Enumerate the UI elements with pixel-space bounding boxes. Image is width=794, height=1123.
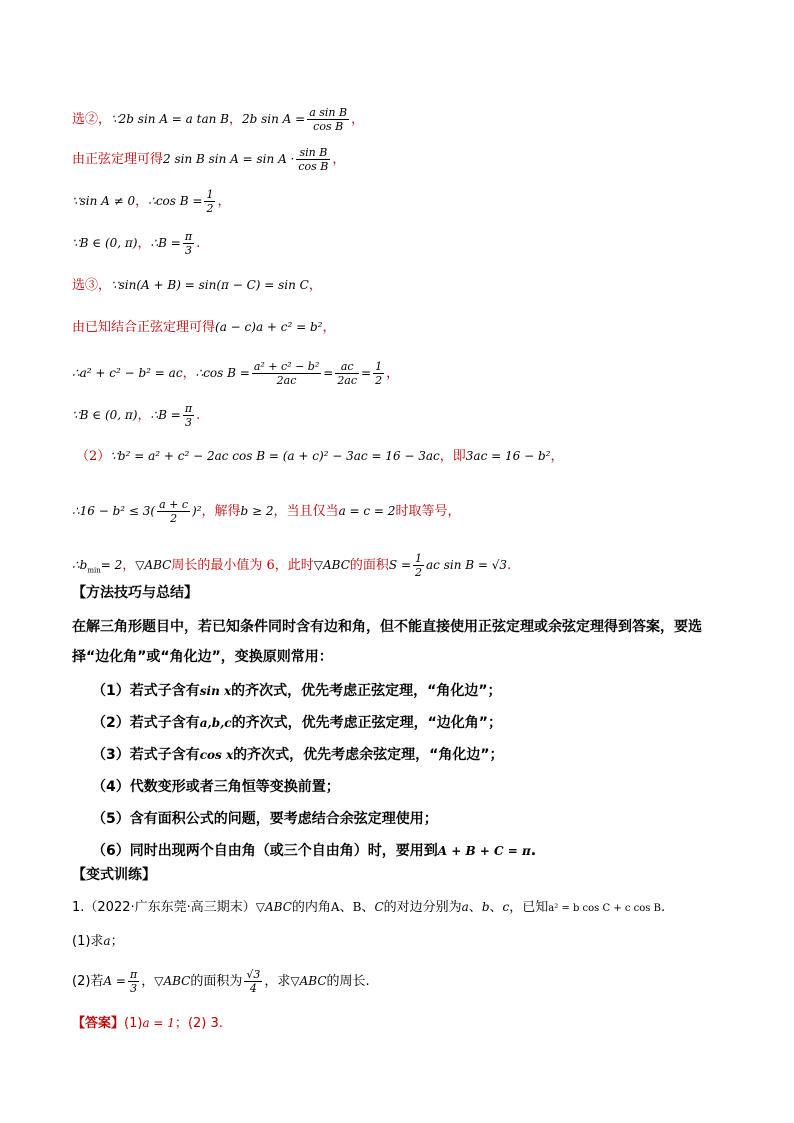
text: 、: [339, 900, 353, 915]
method-intro: 在解三角形题目中，若已知条件同时含有边和角，但不能直接使用正弦定理或余弦定理得到答案，要选择“边化角”或“角化边”，变换原则常用：: [72, 619, 702, 665]
text: 、: [361, 900, 375, 915]
method-rule-1: [92, 680, 502, 700]
fraction: [128, 968, 139, 995]
numerator: a sin B: [309, 106, 348, 119]
answer-line: [72, 1014, 223, 1033]
solution-line-11: [72, 552, 511, 580]
text: ，: [141, 974, 155, 989]
formula: ∵2b sin A = a tan B: [111, 112, 229, 126]
formula: A + B + C = π: [437, 844, 531, 858]
method-rule-6: [92, 840, 536, 860]
numerator: π: [129, 968, 138, 981]
text: ，: [137, 236, 151, 251]
formula: c: [502, 900, 510, 914]
denominator: 2: [170, 512, 178, 525]
solution-line-4: [72, 230, 200, 257]
text: .: [196, 408, 201, 423]
question-1-part-2: [72, 968, 370, 995]
solution-line-8: [72, 402, 200, 429]
method-heading: 【方法技巧与总结】: [72, 585, 198, 601]
formula: b: [481, 900, 490, 914]
text: 的齐次式，优先考虑正弦定理，“边化角”；: [231, 715, 502, 731]
text: 的齐次式，优先考虑正弦定理，“角化边”；: [231, 683, 502, 699]
solution-line-1: [72, 106, 364, 133]
solution-line-7: [72, 360, 399, 387]
text: ，: [386, 366, 400, 381]
text: .: [530, 843, 537, 859]
formula: sin x: [199, 684, 232, 698]
denominator: 3: [184, 416, 192, 429]
numerator: π: [184, 230, 193, 243]
numerator: a² + c² − b²: [253, 360, 320, 373]
text: (2) 3.: [187, 1016, 223, 1031]
text: ，解得: [201, 504, 241, 519]
method-rule-2: [92, 712, 502, 732]
formula: = 2: [100, 558, 123, 572]
numerator: 1: [206, 188, 214, 201]
text: 的周长.: [326, 974, 370, 989]
numerator: sin B: [296, 146, 330, 160]
formula: ∵b² = a² + c² − 2ac cos B = (a + c)² − 3ac = 16 − 3ac: [110, 449, 440, 463]
fraction: [183, 230, 194, 257]
numerator: a + c: [159, 498, 189, 511]
formula: a: [103, 934, 111, 948]
formula: S =: [388, 558, 412, 572]
text: ，已知: [509, 900, 549, 915]
text: ，: [182, 366, 196, 381]
formula: ∵sin A ≠ 0: [72, 194, 136, 208]
practice-heading: 【变式训练】: [72, 867, 156, 883]
formula: ∵B ∈ (0, π): [72, 236, 138, 250]
formula: ▽ABC: [313, 558, 350, 572]
formula: ∴B =: [150, 408, 181, 422]
method-rule-3: [92, 744, 504, 764]
denominator: 2: [375, 374, 383, 387]
formula: 2 sin B sin A = sin A ·: [163, 152, 295, 166]
numerator: π: [184, 402, 193, 415]
fraction: [244, 968, 262, 995]
denominator: 3: [184, 244, 192, 257]
fraction: [204, 188, 215, 215]
solution-line-3: [72, 188, 230, 215]
formula: a² = b cos C + c cos B: [548, 903, 661, 914]
solution-line-6: [72, 318, 336, 337]
text: (1): [124, 1016, 143, 1031]
text: 由已知结合正弦定理可得: [72, 320, 216, 335]
text: （1）若式子含有: [92, 683, 200, 699]
formula: =: [361, 366, 372, 380]
text: 选②，: [72, 112, 112, 127]
text: ，: [550, 449, 564, 464]
text: 时取等号，: [395, 504, 461, 519]
formula: ∵sin(A + B) = sin(π − C) = sin C: [111, 278, 309, 292]
text: ，: [332, 152, 346, 167]
numerator: √3: [246, 968, 261, 981]
text: （6）同时出现两个自由角（或三个自由角）时，要用到: [92, 843, 438, 859]
fraction: [296, 146, 330, 173]
denominator: cos B: [313, 120, 344, 133]
numerator: 1: [415, 552, 423, 565]
formula: a = c = 2: [338, 504, 396, 518]
fraction: [373, 360, 384, 387]
text: 的齐次式，优先考虑余弦定理，“角化边”；: [233, 747, 504, 763]
text: 、: [468, 900, 482, 915]
numerator: 1: [375, 360, 383, 373]
text: ，: [217, 194, 231, 209]
formula: ∵B ∈ (0, π): [72, 408, 138, 422]
text: ；: [110, 934, 124, 949]
fraction: [183, 402, 194, 429]
formula: cos x: [199, 748, 234, 762]
solution-line-5: [72, 276, 322, 295]
formula: B: [352, 900, 362, 914]
numerator: ac: [335, 360, 359, 374]
text: ，: [228, 112, 242, 127]
denominator: 2: [206, 202, 214, 215]
fraction: [157, 498, 190, 525]
text: 周长的最小值为 6，此时: [171, 558, 314, 573]
denominator: 4: [249, 982, 257, 995]
text: 的面积: [349, 558, 389, 573]
text: ，: [322, 320, 336, 335]
formula: b ≥ 2: [240, 504, 274, 518]
method-rule-5: （5）含有面积公式的问题，要考虑结合余弦定理使用；: [92, 811, 438, 827]
text: ，: [308, 278, 322, 293]
text: .: [660, 900, 666, 915]
formula: )²: [192, 504, 202, 518]
formula: ▽ABC: [154, 974, 191, 988]
formula: ∴16 − b² ≤ 3(: [72, 504, 156, 518]
formula: ∴b: [72, 558, 88, 572]
formula: ▽ABC: [290, 974, 327, 988]
formula: a: [461, 900, 469, 914]
text: ，即: [439, 449, 466, 464]
formula: ▽ABC: [135, 558, 172, 572]
formula: A: [330, 900, 340, 914]
formula: 2b sin A =: [242, 112, 306, 126]
text: (2)若: [72, 974, 104, 989]
fraction: [335, 360, 359, 387]
formula: ∴a² + c² − b² = ac: [72, 366, 183, 380]
text: ，求: [264, 974, 291, 989]
formula: (a − c)a + c² = b²: [215, 320, 323, 334]
text: 的面积为: [190, 974, 243, 989]
text: .: [196, 236, 201, 251]
text: 选③，: [72, 278, 112, 293]
text: ，: [137, 408, 151, 423]
fraction: [307, 106, 349, 133]
text: ，: [351, 112, 365, 127]
text: 的内角: [291, 900, 331, 915]
answer-label: 【答案】: [72, 1016, 125, 1031]
text: ，: [122, 558, 136, 573]
text: ，当且仅当: [273, 504, 339, 519]
denominator: 2: [415, 566, 423, 579]
denominator: 2ac: [276, 374, 297, 387]
text: 由正弦定理可得: [72, 152, 164, 167]
text: （3）若式子含有: [92, 747, 200, 763]
subscript: min: [87, 566, 101, 575]
text: ，: [135, 194, 149, 209]
formula: ac sin B = √3: [426, 558, 508, 572]
text: 1.（2022·广东东莞·高三期末）: [72, 900, 256, 915]
formula: 3ac = 16 − b²: [465, 449, 551, 463]
method-rule-4: （4）代数变形或者三角恒等变换前置；: [92, 779, 340, 795]
text: （2）若式子含有: [92, 715, 200, 731]
text: .: [507, 558, 512, 573]
formula: a,b,c: [199, 716, 232, 730]
formula: a = 1: [142, 1016, 175, 1030]
formula: C: [374, 900, 384, 914]
formula: ∴B =: [150, 236, 181, 250]
text: 的对边分别为: [383, 900, 462, 915]
denominator: cos B: [298, 160, 329, 173]
text: ；: [174, 1016, 188, 1031]
solution-line-2: [72, 146, 345, 173]
fraction: [252, 360, 321, 387]
text: （2）: [76, 449, 111, 464]
fraction: [413, 552, 424, 579]
text: (1)求: [72, 934, 104, 949]
formula: ∴cos B =: [195, 366, 250, 380]
denominator: 2ac: [337, 374, 358, 387]
question-1: [72, 898, 665, 918]
formula: ▽ABC: [255, 900, 292, 914]
question-1-part-1: [72, 932, 124, 951]
solution-line-9: [76, 447, 563, 466]
solution-line-10: [72, 498, 460, 525]
formula: =: [323, 366, 334, 380]
text: 、: [489, 900, 503, 915]
denominator: 3: [130, 982, 138, 995]
formula: ∴cos B =: [148, 194, 203, 208]
formula: A =: [103, 974, 126, 988]
